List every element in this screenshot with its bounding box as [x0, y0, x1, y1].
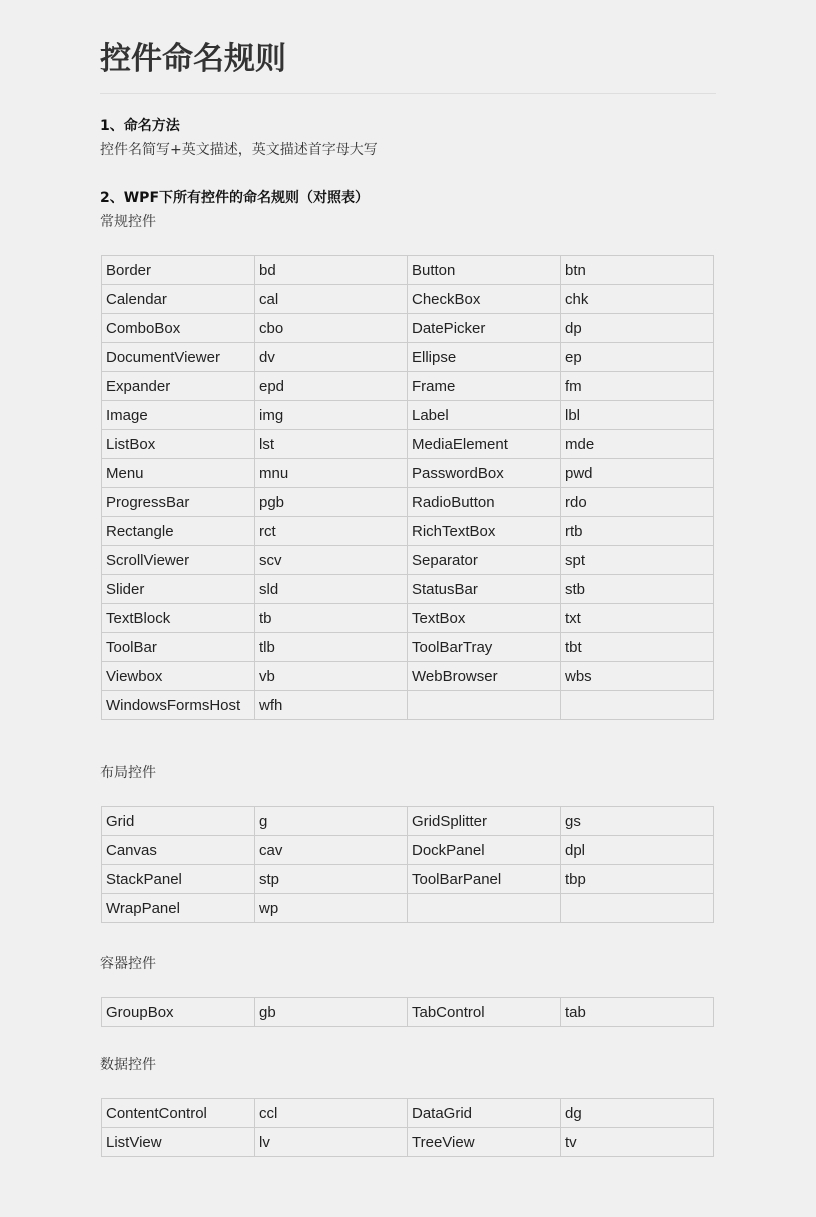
control-name-cell: Slider — [102, 575, 255, 604]
prefix-cell: img — [255, 401, 408, 430]
prefix-cell: dp — [561, 314, 714, 343]
control-name-cell: Viewbox — [102, 662, 255, 691]
table-row — [102, 575, 714, 604]
table-row — [102, 998, 714, 1027]
group-label-data: 数据控件 — [100, 1057, 156, 1073]
prefix-cell: lst — [255, 430, 408, 459]
control-name-cell: GridSplitter — [408, 807, 561, 836]
prefix-cell: stp — [255, 865, 408, 894]
table-row — [102, 372, 714, 401]
prefix-cell: dg — [561, 1099, 714, 1128]
prefix-cell: wfh — [255, 691, 408, 720]
table-row — [102, 459, 714, 488]
control-name-cell: WebBrowser — [408, 662, 561, 691]
layout-controls-table — [101, 806, 714, 923]
prefix-cell: lv — [255, 1128, 408, 1157]
control-name-cell: Rectangle — [102, 517, 255, 546]
prefix-cell — [561, 691, 714, 720]
table-row — [102, 894, 714, 923]
section1-body: 控件名简写+英文描述，英文描述首字母大写 — [100, 142, 378, 158]
control-name-cell: WindowsFormsHost — [102, 691, 255, 720]
control-name-cell: GroupBox — [102, 998, 255, 1027]
control-name-cell: MediaElement — [408, 430, 561, 459]
prefix-cell: ccl — [255, 1099, 408, 1128]
control-name-cell — [408, 894, 561, 923]
section1-heading: 1、命名方法 — [100, 118, 180, 134]
data-controls-table — [101, 1098, 714, 1157]
table-row — [102, 401, 714, 430]
prefix-cell: dv — [255, 343, 408, 372]
prefix-cell: lbl — [561, 401, 714, 430]
prefix-cell: tab — [561, 998, 714, 1027]
prefix-cell: scv — [255, 546, 408, 575]
control-name-cell: TreeView — [408, 1128, 561, 1157]
control-name-cell: Button — [408, 256, 561, 285]
table-row — [102, 488, 714, 517]
table-row — [102, 1128, 714, 1157]
table-row — [102, 517, 714, 546]
control-name-cell: Canvas — [102, 836, 255, 865]
control-name-cell: ContentControl — [102, 1099, 255, 1128]
prefix-cell: mnu — [255, 459, 408, 488]
table-row — [102, 865, 714, 894]
section2-heading: 2、WPF下所有控件的命名规则（对照表） — [100, 190, 370, 206]
control-name-cell: ComboBox — [102, 314, 255, 343]
control-name-cell: RadioButton — [408, 488, 561, 517]
prefix-cell: epd — [255, 372, 408, 401]
prefix-cell: rtb — [561, 517, 714, 546]
prefix-cell: sld — [255, 575, 408, 604]
control-name-cell: ToolBarPanel — [408, 865, 561, 894]
table-row — [102, 662, 714, 691]
prefix-cell: tb — [255, 604, 408, 633]
prefix-cell: gb — [255, 998, 408, 1027]
table-row — [102, 285, 714, 314]
control-name-cell: ToolBarTray — [408, 633, 561, 662]
title-divider — [100, 93, 716, 94]
table-row — [102, 1099, 714, 1128]
control-name-cell: CheckBox — [408, 285, 561, 314]
control-name-cell: Frame — [408, 372, 561, 401]
prefix-cell: fm — [561, 372, 714, 401]
common-controls-table — [101, 255, 714, 720]
prefix-cell: rct — [255, 517, 408, 546]
control-name-cell: DockPanel — [408, 836, 561, 865]
control-name-cell: ListBox — [102, 430, 255, 459]
container-controls-table — [101, 997, 714, 1027]
prefix-cell: tbp — [561, 865, 714, 894]
prefix-cell: g — [255, 807, 408, 836]
control-name-cell: Image — [102, 401, 255, 430]
prefix-cell: mde — [561, 430, 714, 459]
prefix-cell: tlb — [255, 633, 408, 662]
prefix-cell: cal — [255, 285, 408, 314]
control-name-cell: Ellipse — [408, 343, 561, 372]
prefix-cell: tv — [561, 1128, 714, 1157]
prefix-cell: wp — [255, 894, 408, 923]
control-name-cell — [408, 691, 561, 720]
prefix-cell: bd — [255, 256, 408, 285]
group-label-layout: 布局控件 — [100, 765, 156, 781]
table-row — [102, 807, 714, 836]
control-name-cell: Menu — [102, 459, 255, 488]
prefix-cell: ep — [561, 343, 714, 372]
control-name-cell: Calendar — [102, 285, 255, 314]
table-row — [102, 546, 714, 575]
prefix-cell: spt — [561, 546, 714, 575]
group-label-common: 常规控件 — [100, 214, 156, 230]
prefix-cell: cav — [255, 836, 408, 865]
control-name-cell: ProgressBar — [102, 488, 255, 517]
group-label-container: 容器控件 — [100, 956, 156, 972]
control-name-cell: PasswordBox — [408, 459, 561, 488]
control-name-cell: ListView — [102, 1128, 255, 1157]
table-row — [102, 604, 714, 633]
prefix-cell: rdo — [561, 488, 714, 517]
prefix-cell: pwd — [561, 459, 714, 488]
table-row — [102, 691, 714, 720]
table-row — [102, 430, 714, 459]
control-name-cell: Separator — [408, 546, 561, 575]
table-row — [102, 343, 714, 372]
control-name-cell: StackPanel — [102, 865, 255, 894]
control-name-cell: WrapPanel — [102, 894, 255, 923]
prefix-cell: gs — [561, 807, 714, 836]
control-name-cell: DatePicker — [408, 314, 561, 343]
prefix-cell — [561, 894, 714, 923]
control-name-cell: TextBox — [408, 604, 561, 633]
control-name-cell: TextBlock — [102, 604, 255, 633]
control-name-cell: Border — [102, 256, 255, 285]
control-name-cell: StatusBar — [408, 575, 561, 604]
prefix-cell: tbt — [561, 633, 714, 662]
prefix-cell: wbs — [561, 662, 714, 691]
control-name-cell: RichTextBox — [408, 517, 561, 546]
control-name-cell: Label — [408, 401, 561, 430]
table-row — [102, 256, 714, 285]
table-row — [102, 836, 714, 865]
control-name-cell: Grid — [102, 807, 255, 836]
prefix-cell: pgb — [255, 488, 408, 517]
table-row — [102, 314, 714, 343]
control-name-cell: DocumentViewer — [102, 343, 255, 372]
page-title: 控件命名规则 — [100, 41, 286, 77]
table-row — [102, 633, 714, 662]
control-name-cell: DataGrid — [408, 1099, 561, 1128]
control-name-cell: Expander — [102, 372, 255, 401]
control-name-cell: ToolBar — [102, 633, 255, 662]
prefix-cell: stb — [561, 575, 714, 604]
prefix-cell: cbo — [255, 314, 408, 343]
control-name-cell: ScrollViewer — [102, 546, 255, 575]
prefix-cell: chk — [561, 285, 714, 314]
prefix-cell: txt — [561, 604, 714, 633]
prefix-cell: vb — [255, 662, 408, 691]
control-name-cell: TabControl — [408, 998, 561, 1027]
prefix-cell: btn — [561, 256, 714, 285]
prefix-cell: dpl — [561, 836, 714, 865]
